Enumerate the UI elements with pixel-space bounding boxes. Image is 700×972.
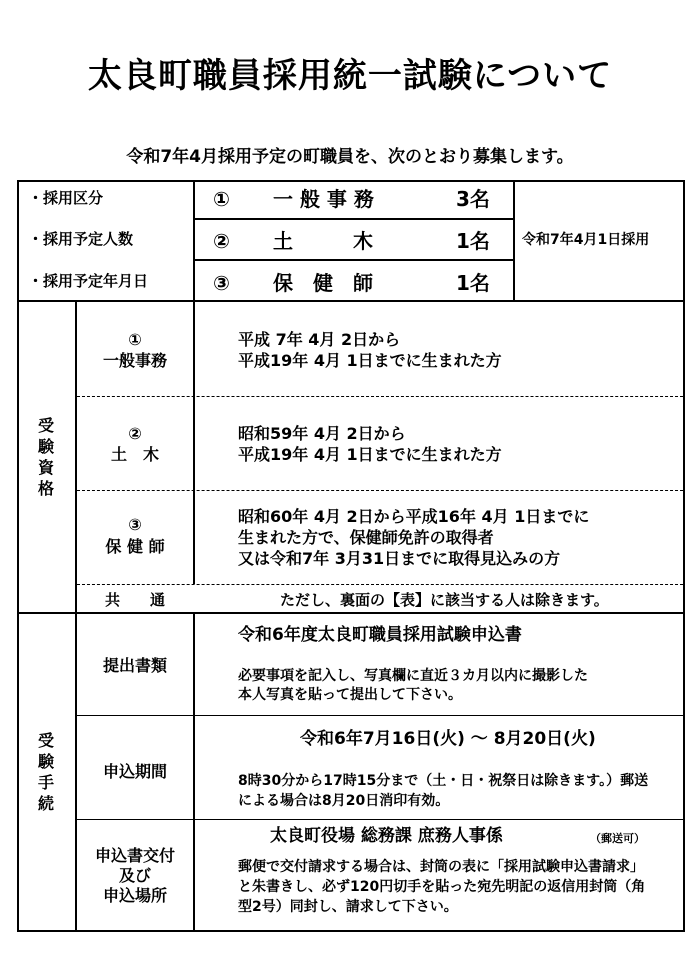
documents-label: 提出書類 [102,656,167,675]
eligibility-line: 生まれた方で、保健師免許の取得者 [238,528,494,547]
position-name: 一 般 事 務 [273,187,374,211]
position-num: ② [213,229,230,253]
position-count: 1名 [456,271,490,295]
position-count: 1名 [456,229,490,253]
eligibility-line: 平成19年 4月 1日までに生まれた方 [238,351,502,370]
documents-heading: 令和6年度太良町職員採用試験申込書 [238,625,522,645]
intro-text: 令和7年4月採用予定の町職員を、次のとおり募集します。 [126,147,574,167]
place-label: 及び [118,866,151,885]
common-text: ただし、裏面の【表】に該当する人は除きます。 [280,591,609,609]
common-label: 共 通 [104,591,165,609]
page-title: 太良町職員採用統一試験について [87,56,613,96]
procedure-row-sep [77,819,683,820]
eligibility-row-sep [77,584,683,585]
place-label: 申込場所 [102,886,167,905]
position-num: ① [213,187,230,211]
eligibility-section-label: 受験資格 [37,416,54,498]
eligibility-num: ② [128,424,142,443]
place-heading: 太良町役場 総務課 庶務人事係 [270,826,503,846]
label-headcount: ・採用予定人数 [28,230,134,248]
eligibility-name: 保 健 師 [105,537,165,556]
period-heading: 令和6年7月16日(火) ～ 8月20日(火) [300,729,596,749]
place-label: 申込書交付 [94,846,175,865]
period-line: 8時30分から17時15分まで（土・日・祝祭日は除きます。）郵送 [238,773,649,789]
position-name: 保 健 師 [273,271,373,295]
eligibility-line: 平成19年 4月 1日までに生まれた方 [238,445,502,464]
documents-line: 必要事項を記入し、写真欄に直近３カ月以内に撮影した [238,668,588,684]
label-category: ・採用区分 [28,189,104,207]
eligibility-line: 平成 7年 4月 2日から [238,330,401,349]
position-num: ③ [213,271,230,295]
eligibility-num: ① [128,330,142,349]
procedure-section-label: 受験手続 [37,731,54,813]
eligibility-name: 土 木 [110,445,159,464]
procedure-row-sep [77,715,683,716]
eligibility-line: 昭和60年 4月 2日から平成16年 4月 1日までに [238,507,590,526]
eligibility-num: ③ [128,515,142,534]
place-heading-note: （郵送可） [590,832,645,845]
eligibility-divider-v2 [193,302,195,584]
eligibility-row-sep [77,396,683,397]
eligibility-name: 一般事務 [102,351,167,370]
label-hire-date: ・採用予定年月日 [28,272,149,290]
eligibility-line: 昭和59年 4月 2日から [238,424,406,443]
position-name: 土 木 [273,229,373,253]
procedure-divider-v2 [193,614,195,932]
position-count: 3名 [456,187,490,211]
period-label: 申込期間 [102,762,167,781]
place-line: 郵便で交付請求する場合は、封筒の表に「採用試験申込書請求」 [238,859,644,875]
place-line: と朱書きし、必ず120円切手を貼った宛先明記の返信用封筒（角 [238,879,646,895]
eligibility-row-sep [77,490,683,491]
hire-date: 令和7年4月1日採用 [522,232,650,248]
place-line: 型2号）同封し、請求して下さい。 [238,899,458,915]
documents-line: 本人写真を貼って提出して下さい。 [238,687,462,703]
period-line: による場合は8月20日消印有効。 [238,793,450,809]
eligibility-line: 又は令和7年 3月31日までに取得見込みの方 [238,549,561,568]
